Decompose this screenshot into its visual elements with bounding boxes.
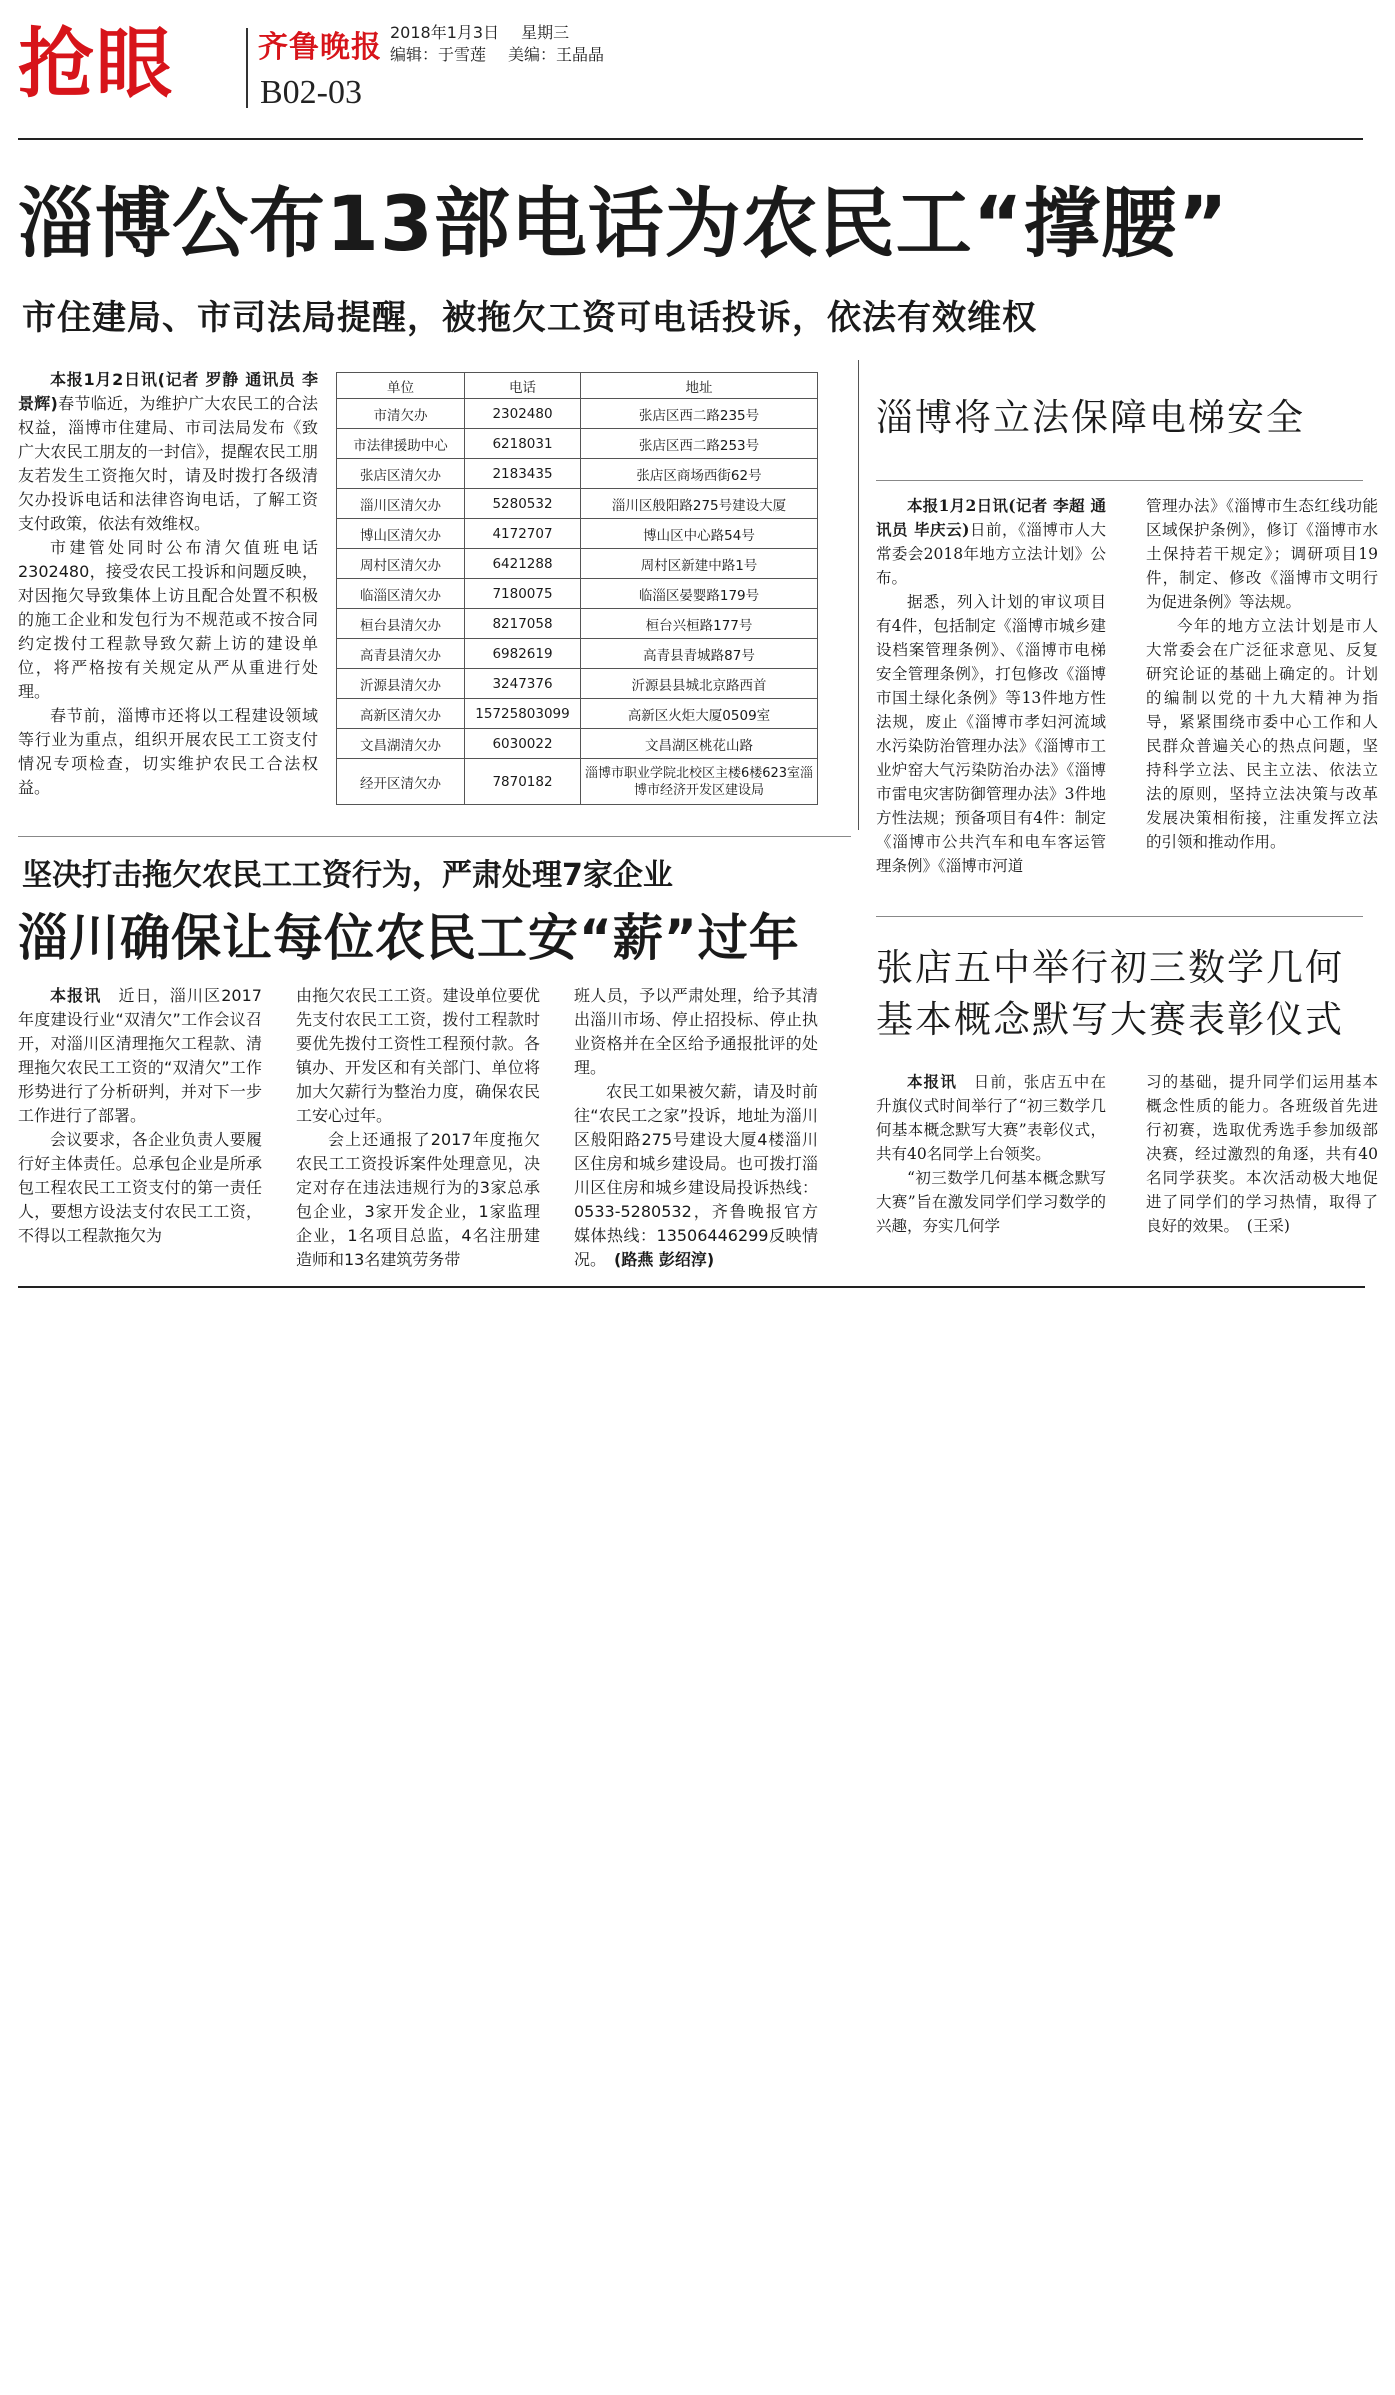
article-paragraph: 会议要求，各企业负责人要履行好主体责任。总承包企业是所承包工程农民工工资支付的第一责任人，要想方设法支付农民工工资，不得以工程款拖欠为: [18, 1130, 262, 1245]
hotline-table: [336, 372, 818, 805]
address-cell: 临淄区晏婴路179号: [581, 579, 818, 609]
unit-cell: 张店区清欠办: [337, 459, 465, 489]
unit-cell: 桓台县清欠办: [337, 609, 465, 639]
table-row: [337, 459, 818, 489]
school-story-title-line1: 张店五中举行初三数学几何: [876, 946, 1344, 989]
address-cell: 淄博市职业学院北校区主楼6楼623室淄博市经济开发区建设局: [581, 759, 818, 805]
unit-cell: 高新区清欠办: [337, 699, 465, 729]
section-name: 抢眼: [18, 19, 174, 108]
zichuan-kicker: 坚决打击拖欠农民工工资行为，严肃处理7家企业: [22, 858, 673, 893]
phone-cell: 6030022: [465, 729, 581, 759]
elevator-story-col2: [1146, 494, 1378, 854]
author-sign: (王采): [1246, 1217, 1290, 1235]
address-cell: 沂源县县城北京路西首: [581, 669, 818, 699]
table-row: [337, 549, 818, 579]
lead-label: 本报讯: [50, 986, 102, 1005]
page-bottom-rule: [18, 1286, 1365, 1288]
phone-cell: 5280532: [465, 489, 581, 519]
table-row: [337, 519, 818, 549]
article-paragraph: 今年的地方立法计划是市人大常委会在广泛征求意见、反复研究论证的基础上确定的。计划的编制以党的十九大精神为指导，紧紧围绕市委中心工作和人民群众普遍关心的热点问题，坚持科学立法、民主立法、依法立法的原则，坚持立法决策与改革发展决策相衔接，注重发挥立法的引领和推动作用。: [1146, 617, 1378, 851]
article-paragraph: 日前，张店五中在升旗仪式时间举行了“初三数学几何基本概念默写大赛”表彰仪式，共有40名同学上台领奖。: [876, 1073, 1106, 1163]
phone-cell: 2302480: [465, 399, 581, 429]
address-cell: 高青县青城路87号: [581, 639, 818, 669]
table-row: [337, 669, 818, 699]
address-cell: 博山区中心路54号: [581, 519, 818, 549]
masthead: [18, 14, 1363, 124]
elevator-story-col1: [876, 494, 1106, 878]
lead-subhead: 市住建局、市司法局提醒，被拖欠工资可电话投诉，依法有效维权: [22, 298, 1037, 338]
table-header-row: [337, 373, 818, 399]
elevator-story-title: 淄博将立法保障电梯安全: [876, 396, 1305, 439]
address-cell: 高新区火炬大厦0509室: [581, 699, 818, 729]
phone-cell: 6982619: [465, 639, 581, 669]
zichuan-col3: [574, 984, 818, 1272]
newspaper-logo: 齐鲁晚报: [258, 30, 382, 65]
table-row: [337, 699, 818, 729]
elevator-byline: 本报1月2日讯(记者 李超 通讯员 毕庆云): [876, 496, 1106, 539]
masthead-divider: [246, 28, 248, 108]
phone-cell: 6218031: [465, 429, 581, 459]
phone-cell: 8217058: [465, 609, 581, 639]
school-story-col1: [876, 1070, 1106, 1238]
lead-paragraph: 市建管处同时公布清欠值班电话2302480，接受农民工投诉和问题反映，对因拖欠导致集体上访且配合处置不积极的施工企业和发包行为不规范或不按合同约定拨付工程款导致欠薪上访的建设单位，将严格按有关规定从严从重进行处理。: [18, 538, 318, 701]
article-paragraph: 由拖欠农民工工资。建设单位要优先支付农民工工资，拨付工程款时要优先拨付工资性工程预付款。各镇办、开发区和有关部门、单位将加大欠薪行为整治力度，确保农民工安心过年。: [296, 986, 540, 1125]
phone-cell: 7180075: [465, 579, 581, 609]
unit-cell: 博山区清欠办: [337, 519, 465, 549]
table-row: [337, 579, 818, 609]
editor-credit: 编辑：于雪莲: [390, 45, 487, 64]
section-rule: [18, 836, 851, 837]
address-cell: 文昌湖区桃花山路: [581, 729, 818, 759]
issue-weekday: 星期三: [521, 23, 570, 42]
unit-cell: 市法律援助中心: [337, 429, 465, 459]
lead-paragraph: 春节前，淄博市还将以工程建设领域等行业为重点，组织开展农民工工资支付情况专项检查，切实维护农民工合法权益。: [18, 706, 318, 797]
address-cell: 张店区商场西街62号: [581, 459, 818, 489]
phone-cell: 6421288: [465, 549, 581, 579]
issue-date: 2018年1月3日: [390, 23, 500, 42]
column-header: 电话: [465, 373, 581, 399]
article-paragraph: 会上还通报了2017年度拖欠农民工工资投诉案件处理意见，决定对存在违法违规行为的3家总承包企业，3家开发企业，1家监理企业，1名项目总监，4名注册建造师和13名建筑劳务带: [296, 1130, 540, 1269]
article-paragraph: 据悉，列入计划的审议项目有4件，包括制定《淄博市城乡建设档案管理条例》、《淄博市电梯安全管理条例》，打包修改《淄博市国土绿化条例》等13件地方性法规，废止《淄博市孝妇河流域水污染防治管理办法》《淄博市工业炉窑大气污染防治办法》《淄博市雷电灾害防御管理办法》3件地方性法规；预备项目有4件：制定《淄博市公共汽车和电车客运管理条例》《淄博市河道: [876, 593, 1106, 875]
lead-story-body: [18, 368, 318, 800]
zichuan-col2: [296, 984, 540, 1272]
school-story-col2: [1146, 1070, 1378, 1238]
phone-cell: 4172707: [465, 519, 581, 549]
title-underline: [876, 480, 1363, 481]
article-paragraph: 农民工如果被欠薪，请及时前往“农民工之家”投诉，地址为淄川区般阳路275号建设大厦4楼淄川区住房和城乡建设局。也可拨打淄川区住房和城乡建设局投诉热线：0533-5280532，齐鲁晚报官方媒体热线：13506446299反映情况。: [574, 1082, 818, 1269]
author-sign: (路燕 彭绍淳): [614, 1250, 715, 1269]
article-paragraph: 习的基础，提升同学们运用基本概念性质的能力。各班级首先进行初赛，选取优秀选手参加级部决赛，经过激烈的角逐，共有40名同学获奖。本次活动极大地促进了同学们的学习热情，取得了良好的效果。: [1146, 1073, 1378, 1235]
phone-cell: 7870182: [465, 759, 581, 805]
table-row: [337, 399, 818, 429]
address-cell: 张店区西二路253号: [581, 429, 818, 459]
address-cell: 桓台兴桓路177号: [581, 609, 818, 639]
phone-cell: 3247376: [465, 669, 581, 699]
issue-meta: [390, 22, 626, 66]
designer-credit: 美编：王晶晶: [508, 45, 605, 64]
page-number: B02-03: [260, 74, 362, 111]
article-paragraph: “初三数学几何基本概念默写大赛”旨在激发同学们学习数学的兴趣，夯实几何学: [876, 1169, 1106, 1235]
article-paragraph: 日前，《淄博市人大常委会2018年地方立法计划》公布。: [876, 521, 1106, 587]
phone-cell: 2183435: [465, 459, 581, 489]
unit-cell: 经开区清欠办: [337, 759, 465, 805]
address-cell: 淄川区般阳路275号建设大厦: [581, 489, 818, 519]
zichuan-headline: 淄川确保让每位农民工安“薪”过年: [18, 909, 800, 967]
zichuan-col1: [18, 984, 262, 1248]
address-cell: 张店区西二路235号: [581, 399, 818, 429]
unit-cell: 临淄区清欠办: [337, 579, 465, 609]
unit-cell: 高青县清欠办: [337, 639, 465, 669]
table-row: [337, 429, 818, 459]
lead-paragraph: 春节临近，为维护广大农民工的合法权益，淄博市住建局、市司法局发布《致广大农民工朋友的一封信》，提醒农民工朋友若发生工资拖欠时，请及时拨打各级清欠办投诉电话和法律咨询电话，了解工资支付政策，依法有效维权。: [18, 394, 318, 533]
address-cell: 周村区新建中路1号: [581, 549, 818, 579]
masthead-rule: [18, 138, 1363, 140]
column-header: 地址: [581, 373, 818, 399]
unit-cell: 沂源县清欠办: [337, 669, 465, 699]
school-story-title-line2: 基本概念默写大赛表彰仪式: [876, 998, 1344, 1041]
phone-cell: 15725803099: [465, 699, 581, 729]
lead-headline: 淄博公布13部电话为农民工“撑腰”: [18, 179, 1229, 268]
table-row: [337, 759, 818, 805]
table-row: [337, 609, 818, 639]
lead-label: 本报讯: [907, 1072, 958, 1091]
unit-cell: 市清欠办: [337, 399, 465, 429]
column-header: 单位: [337, 373, 465, 399]
column-divider: [858, 360, 859, 830]
lead-byline: 本报1月2日讯(记者 罗静 通讯员 李景辉): [18, 370, 318, 413]
unit-cell: 文昌湖清欠办: [337, 729, 465, 759]
article-paragraph: 班人员，予以严肃处理，给予其清出淄川市场、停止招投标、停止执业资格并在全区给予通报批评的处理。: [574, 986, 818, 1077]
article-paragraph: 近日，淄川区2017年度建设行业“双清欠”工作会议召开，对淄川区清理拖欠工程款、清理拖欠农民工工资的“双清欠”工作形势进行了分析研判，并对下一步工作进行了部署。: [18, 986, 262, 1125]
section-rule: [876, 916, 1363, 917]
article-paragraph: 管理办法》《淄博市生态红线功能区域保护条例》，修订《淄博市水土保持若干规定》；调研项目19件，制定、修改《淄博市文明行为促进条例》等法规。: [1146, 497, 1378, 611]
table-row: [337, 639, 818, 669]
table-row: [337, 729, 818, 759]
unit-cell: 周村区清欠办: [337, 549, 465, 579]
unit-cell: 淄川区清欠办: [337, 489, 465, 519]
table-row: [337, 489, 818, 519]
